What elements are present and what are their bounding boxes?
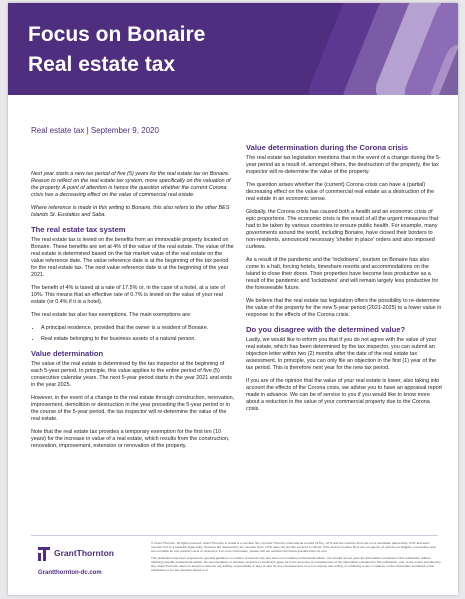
paragraph: The question arises whether the (current) Corona crisis can have a (partial) decreasing effect on the value of commercial real estate as a destruction of the real estate in an economic sense. xyxy=(246,182,435,202)
paragraph: If you are of the opinion that the value of your real estate is lower, also taking into account the effects of the Corona crisis, we advise you to have an appraisal report made in advance. We can be of service to you if you would like to know more about a reduction in the value of your commercial property due to the Corona crisis. xyxy=(246,378,442,412)
section-heading: Value determination during the Corona crisis xyxy=(246,143,409,152)
legal-paragraph: © Grant Thornton. All rights reserved. Grant Thornton in Aruba is a member firm of Grant Thornton International Limited (GTIL). GTIL and the member firms are not a worldwide partnership. GTIL and each member firm is a separate legal entity. Services are delivered by the member firms. GTIL does not provide services to clients. GTIL and its member firms are not agents of, and do not obligate, one another and are not liable for one another's acts or omissions. For more information, please visit our website http://www.grantthornton-dc.com xyxy=(151,541,436,553)
logo-icon xyxy=(38,547,50,561)
legal-paragraph: This publication has been prepared for general guidance on matters of interest only and does not constitute professional advice. You should not act upon the information contained in this publication without obtaining specific professional advice. No representation or warranty (express or implied) is given as to the accuracy or completeness of the information contained in this publication, and, to the extent permitted by law, Grant Thornton does not accept or assume any liability, responsibility or duty of care for any consequences of you or anyone else acting, or refraining to act, in reliance on the information contained in this publication or for any decision based on it. xyxy=(151,556,441,572)
paragraph: The real estate tax is levied on the benefits from an immovable property located on Bonaire. These benefits are set at 4% of the value of the real estate. The value of the real estate is determined based on the fair market value of the real estate on the value reference date. The value reference date is at the beginning of the tax period for the real estate tax. The next value reference date is at the beginning of the year 2021. xyxy=(31,237,234,278)
header-banner xyxy=(8,3,458,95)
left-column xyxy=(31,171,235,456)
title-line-2: Real estate tax xyxy=(28,53,176,76)
paragraph: The real estate tax legislation mentions that in the event of a change during the 5-year period as a result of, amongst others, the destruction of the property, the tax inspector will re-determine the value of the property. xyxy=(246,155,441,175)
paragraph: The benefit of 4% is taxed at a rate of 17.5% or, in the case of a hotel, at a rate of 10%. This means that an effective rate of 0.7% is levied on the value of your real estate (or 0.4% if it is a hotel). xyxy=(31,285,225,305)
footer-divider xyxy=(31,535,438,536)
website-link[interactable]: Grantthornton-dc.com xyxy=(38,570,102,576)
exemption-list xyxy=(31,325,235,343)
logo-text: GrantThornton xyxy=(54,548,114,558)
section-heading: The real estate tax system xyxy=(31,225,126,234)
list-item: • Real estate belonging to the business assets of a natural person. xyxy=(41,336,235,343)
document-page xyxy=(8,3,458,595)
section-heading: Value determination xyxy=(31,349,104,358)
title-line-1: Focus on Bonaire xyxy=(28,23,206,46)
list-item: • A principal residence, provided that the owner is a resident of Bonaire. xyxy=(41,325,235,332)
paragraph: However, in the event of a change to the real estate through construction, renovation, improvement, demolition or destruction in the year preceding the 5-year period or in the course of the 5-year period, the tax inspector will re-determine the value of the real estate. xyxy=(31,395,235,422)
paragraph: Globally, the Corona crisis has caused both a health and an economic crisis of epic proportions. The economic crisis is the result of all the urgent measures that had to be taken by various countries to ensure public health. For example, many governments around the world, including Bonaire, have closed their borders to non-residents, announced necessary 'shelter in place' orders and also imposed curfews. xyxy=(246,209,439,250)
paragraph: The value of the real estate is determined by the tax inspector at the beginning of each 5-year period. In principle, this value applies to the entire period of five (5) consecutive calendar years. The next 5-year period starts in the year 2021 and ends in the year 2025. xyxy=(31,361,232,388)
paragraph: We believe that the real estate tax legislation offers the possibility to re-determine the value of the property for the new 5-year period (2021-2025) to a lower value in response to the effects of the Corona crisis. xyxy=(246,298,442,318)
legal-disclaimer xyxy=(151,541,441,575)
section-heading: Do you disagree with the determined value? xyxy=(246,325,406,334)
paragraph: The real estate tax also has exemptions. The main exemptions are: xyxy=(31,312,192,318)
paragraph: Lastly, we would like to inform you that if you do not agree with the value of your real estate, which has been determined by the tax inspector, you can submit an objection letter within two (2) months after the date of the real estate tax assessment. In principle, you can only file an objection in the first (1) year of the tax period. This is therefore next year for the new tax period. xyxy=(246,337,437,371)
right-column xyxy=(246,143,442,419)
paragraph: Note that the real estate tax provides a temporary exemption for the first ten (10 years) for the increase in value of a real estate, which results from the construction, renovation, improvement, extension or renovation of the property. xyxy=(31,429,230,449)
intro-paragraph: Next year starts a new tax period of five (5) years for the real estate tax on Bonaire. Reason to reflect on the real estate tax system, more specifically on the valuation of the property. A point of attention is hence the question whether the current Corona crisis has a decreasing effect on the value of commercial real estate. xyxy=(31,171,231,198)
dateline: Real estate tax | September 9, 2020 xyxy=(31,126,159,135)
paragraph: As a result of the pandemic and the 'lockdowns', tourism on Bonaire has also come to a halt, forcing hotels, timeshare resorts and accommodations on the island to close their doors. Their properties have become less productive as a result of the pandemic and 'lockdowns' and will remain largely less productive for the foreseeable future. xyxy=(246,257,439,291)
intro-note: Where reference is made in this writing to Bonaire, this also refers to the other BES Islands St. Eustatius and Saba. xyxy=(31,205,230,218)
